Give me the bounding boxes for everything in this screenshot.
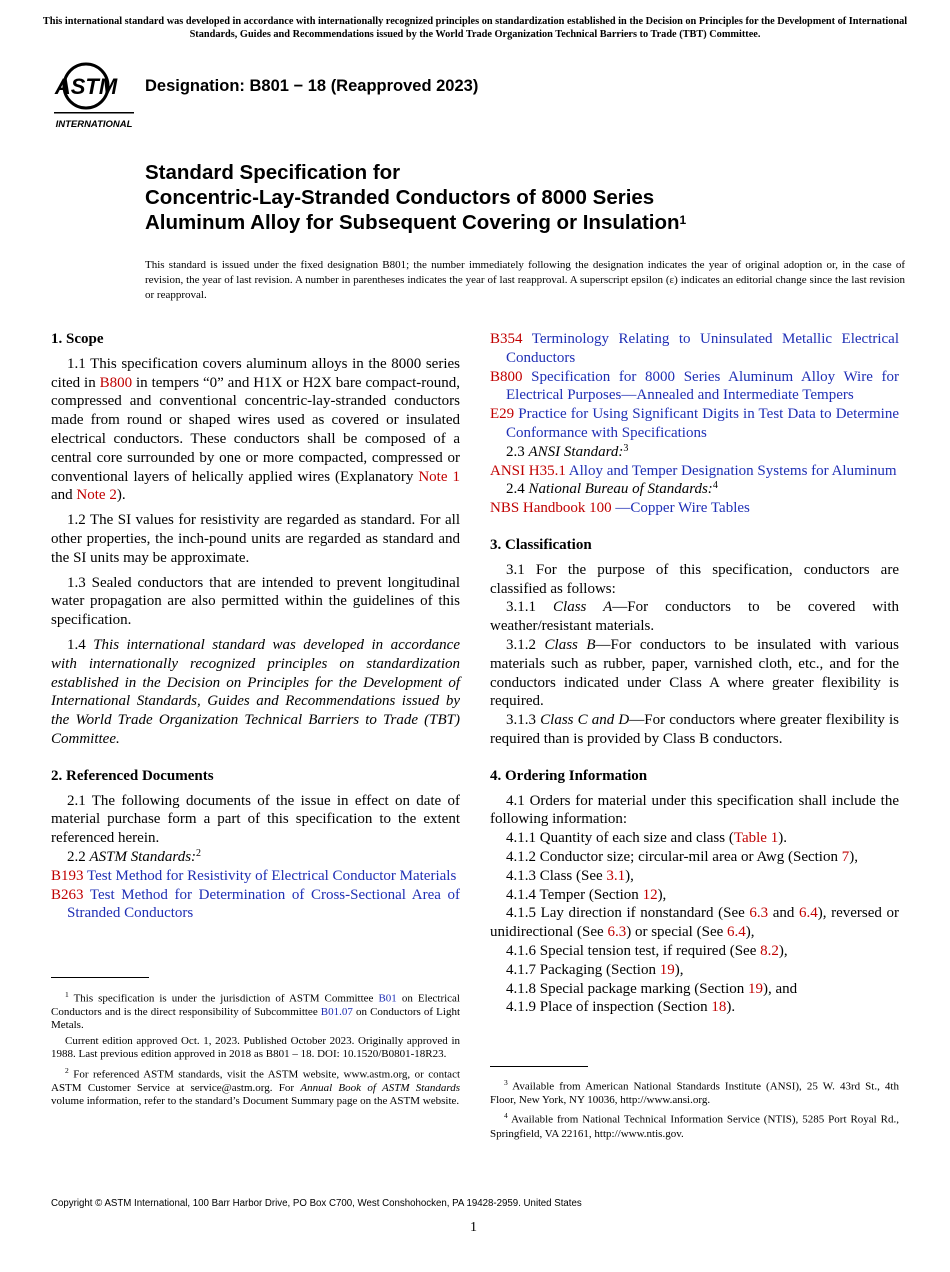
- paragraph-3-1: 3.1 For the purpose of this specification, conductors are classified as follows:: [490, 561, 899, 597]
- paragraph-4-1-3: 4.1.3 Class (See 3.1),: [506, 867, 634, 884]
- paragraph-1-4: 1.4 This international standard was developed in accordance with internationally recognized principles on standardization established in the Decision on Principles for the Development of International Standards, Guides and Recommendations issued by the World Trade Organization Technical Barriers to Trade (TBT) Committee.: [51, 636, 460, 747]
- paragraph-4-1-4: 4.1.4 Temper (Section 12),: [506, 886, 667, 903]
- logo-letters: ASTM: [54, 74, 118, 99]
- paragraph-4-1: 4.1 Orders for material under this specification shall include the following information:: [490, 792, 899, 828]
- footnote-1-edition: Current edition approved Oct. 1, 2023. Published October 2023. Originally approved in 1988. Last previous edition approved in 2018 as B801 – 18. DOI: 10.1520/B0801-18R23.: [51, 1034, 460, 1061]
- paragraph-4-1-9: 4.1.9 Place of inspection (Section 18).: [506, 999, 736, 1016]
- footnote-rule-right: [490, 1066, 588, 1067]
- link-section-19[interactable]: 19: [659, 961, 675, 978]
- link-section-7[interactable]: 7: [841, 848, 850, 865]
- paragraph-4-1-5: 4.1.5 Lay direction if nonstandard (See 6.3 and 6.4), reversed or unidirectional (See 6.3) or special (See 6.4),: [490, 905, 899, 941]
- paragraph-3-1-2: 3.1.2 Class B—For conductors to be insulated with various materials such as rubber, paper, varnished cloth, etc., and for the conductors indicated under Class A where greater flexibility is required.: [490, 636, 900, 710]
- link-table-1[interactable]: Table 1: [733, 830, 779, 847]
- link-section-18[interactable]: 18: [711, 999, 727, 1016]
- link-b01[interactable]: B01: [378, 992, 397, 1005]
- title-line-1: Standard Specification for: [145, 161, 401, 184]
- paragraph-1-3: 1.3 Sealed conductors that are intended to prevent longitudinal water propagation are also permitted within the guidelines of this specification.: [51, 574, 460, 629]
- paragraph-2-4: 2.4 National Bureau of Standards:$^4$: [506, 480, 718, 498]
- paragraph-1-2: 1.2 The SI values for resistivity are regarded as standard. For all other properties, the inch-pound units are regarded as standard and the SI units may be approximate.: [51, 512, 460, 566]
- paragraph-4-1-2: 4.1.2 Conductor size; circular-mil area or Awg (Section 7),: [506, 848, 858, 865]
- astm-logo: [52, 56, 136, 130]
- ref-item-b800[interactable]: B800 Specification for 8000 Series Aluminum Alloy Wire for Electrical Purposes—Annealed and Intermediate Tempers: [490, 368, 899, 404]
- ref-item-b263[interactable]: B263 Test Method for Determination of Cross-Sectional Area of Stranded Conductors: [51, 886, 460, 922]
- section-heading-classification: 3. Classification: [490, 536, 592, 553]
- ref-item-b354[interactable]: B354 Terminology Relating to Uninsulated Metallic Electrical Conductors: [490, 331, 900, 366]
- footnote-rule-left: [51, 977, 149, 978]
- link-section-12[interactable]: 12: [642, 886, 658, 903]
- link-b800[interactable]: B800: [99, 374, 133, 391]
- link-note-1[interactable]: Note 1: [418, 468, 460, 485]
- paragraph-4-1-6: 4.1.6 Special tension test, if required (See 8.2),: [506, 942, 788, 959]
- link-6-3[interactable]: 6.3: [607, 924, 627, 941]
- link-b01-07[interactable]: B01.07: [320, 1006, 353, 1019]
- paragraph-2-3: 2.3 ANSI Standard:$^3$: [506, 442, 629, 460]
- paragraph-4-1-1: 4.1.1 Quantity of each size and class (Table 1).: [506, 830, 787, 847]
- header-notice: This international standard was developed in accordance with internationally recognized principles on standardization established in the Decision on Principles for the Development of International Standards, Guides and Recommendations issued by the World Trade Organization Technical Barriers to Trade (TBT) Committee.: [42, 16, 908, 40]
- paragraph-1-1: 1.1 This specification covers aluminum alloys in the 8000 series cited in B800 in tempers “0” and H1X or H2X bare compact-round, compressed and conventional concentric-lay-stranded conductors made from round or shaped wires used as covered or insulated electrical conductors. These conductors shall be composed of a central core surrounded by one or more compacted, compressed or conventional layers of helically applied wires (Explanatory Note 1 and Note 2).: [51, 355, 460, 504]
- footnotes-right: [490, 1076, 899, 1143]
- page-number: 1: [470, 1220, 477, 1235]
- link-6-4[interactable]: 6.4: [727, 924, 746, 941]
- title-line-3: Aluminum Alloy for Subsequent Covering or Insulation$^1$: [145, 211, 687, 234]
- title-footnote-mark: 1: [679, 213, 687, 227]
- paragraph-4-1-8: 4.1.8 Special package marking (Section 19), and: [506, 980, 798, 997]
- paragraph-4-1-7: 4.1.7 Packaging (Section 19),: [506, 961, 684, 978]
- link-6-3[interactable]: 6.3: [749, 905, 769, 922]
- standard-title: [145, 160, 865, 235]
- footnote-1: $^1$ This specification is under the jurisdiction of ASTM Committee B01 on Electrical Conductors and is the direct responsibility of Subcommittee B01.07 on Conductors of Light Metals.: [51, 990, 460, 1032]
- copyright: Copyright © ASTM International, 100 Barr Harbor Drive, PO Box C700, West Conshohocken, PA 19428-2959. United States: [51, 1198, 582, 1209]
- footnote-4: $^4$ Available from National Technical Information Service (NTIS), 5285 Port Royal Rd., Springfield, VA 22161, http://www.ntis.gov.: [490, 1111, 899, 1140]
- ref-item-nbs-handbook-100[interactable]: NBS Handbook 100 —Copper Wire Tables: [490, 500, 750, 517]
- footnotes-left: [51, 988, 460, 1111]
- link-6-4[interactable]: 6.4: [799, 905, 818, 922]
- link-note-2[interactable]: Note 2: [76, 487, 117, 504]
- link-section-19[interactable]: 19: [748, 980, 764, 997]
- left-column: [51, 330, 460, 923]
- paragraph-3-1-1: 3.1.1 Class A—For conductors to be covered with weather/resistant materials.: [490, 599, 899, 635]
- link-3-1[interactable]: 3.1: [606, 867, 626, 884]
- issuance-notice: This standard is issued under the fixed designation B801; the number immediately following the designation indicates the year of original adoption or, in the case of revision, the year of last revision. A number in parentheses indicates the year of last reapproval. A superscript epsilon (ε) indicates an editorial change since the last revision or reapproval.: [145, 259, 905, 301]
- link-8-2[interactable]: 8.2: [760, 942, 779, 959]
- footnote-2: $^2$ For referenced ASTM standards, visit the ASTM website, www.astm.org, or contact ASTM Customer Service at service@astm.org. For Annual Book of ASTM Standards volume information, refer to the standard’s Document Summary page on the ASTM website.: [51, 1065, 461, 1108]
- paragraph-3-1-3: 3.1.3 Class C and D—For conductors where greater flexibility is required than is provided by Class B conductors.: [490, 712, 900, 747]
- title-line-2: Concentric-Lay-Stranded Conductors of 8000 Series: [145, 186, 655, 209]
- section-heading-referenced-documents: 2. Referenced Documents: [51, 767, 214, 784]
- ref-item-ansi-h35-1[interactable]: ANSI H35.1 Alloy and Temper Designation Systems for Aluminum: [490, 462, 897, 479]
- right-column: [490, 330, 899, 1017]
- logo-org: INTERNATIONAL: [55, 119, 133, 130]
- section-heading-ordering-information: 4. Ordering Information: [490, 767, 648, 784]
- ref-item-e29[interactable]: E29 Practice for Using Significant Digits in Test Data to Determine Conformance with Specifications: [490, 406, 899, 441]
- ref-item-b193[interactable]: B193 Test Method for Resistivity of Electrical Conductor Materials: [51, 867, 457, 884]
- footnote-3: $^3$ Available from American National Standards Institute (ANSI), 25 W. 43rd St., 4th Floor, New York, NY 10036, http://www.ansi.org.: [490, 1078, 899, 1107]
- section-heading-scope: 1. Scope: [51, 331, 104, 347]
- designation: Designation: B801 − 18 (Reapproved 2023): [145, 77, 479, 95]
- paragraph-2-1: 2.1 The following documents of the issue in effect on date of material purchase form a part of this specification to the extent referenced herein.: [51, 792, 460, 847]
- paragraph-2-2: 2.2 ASTM Standards:$^2$: [67, 847, 202, 865]
